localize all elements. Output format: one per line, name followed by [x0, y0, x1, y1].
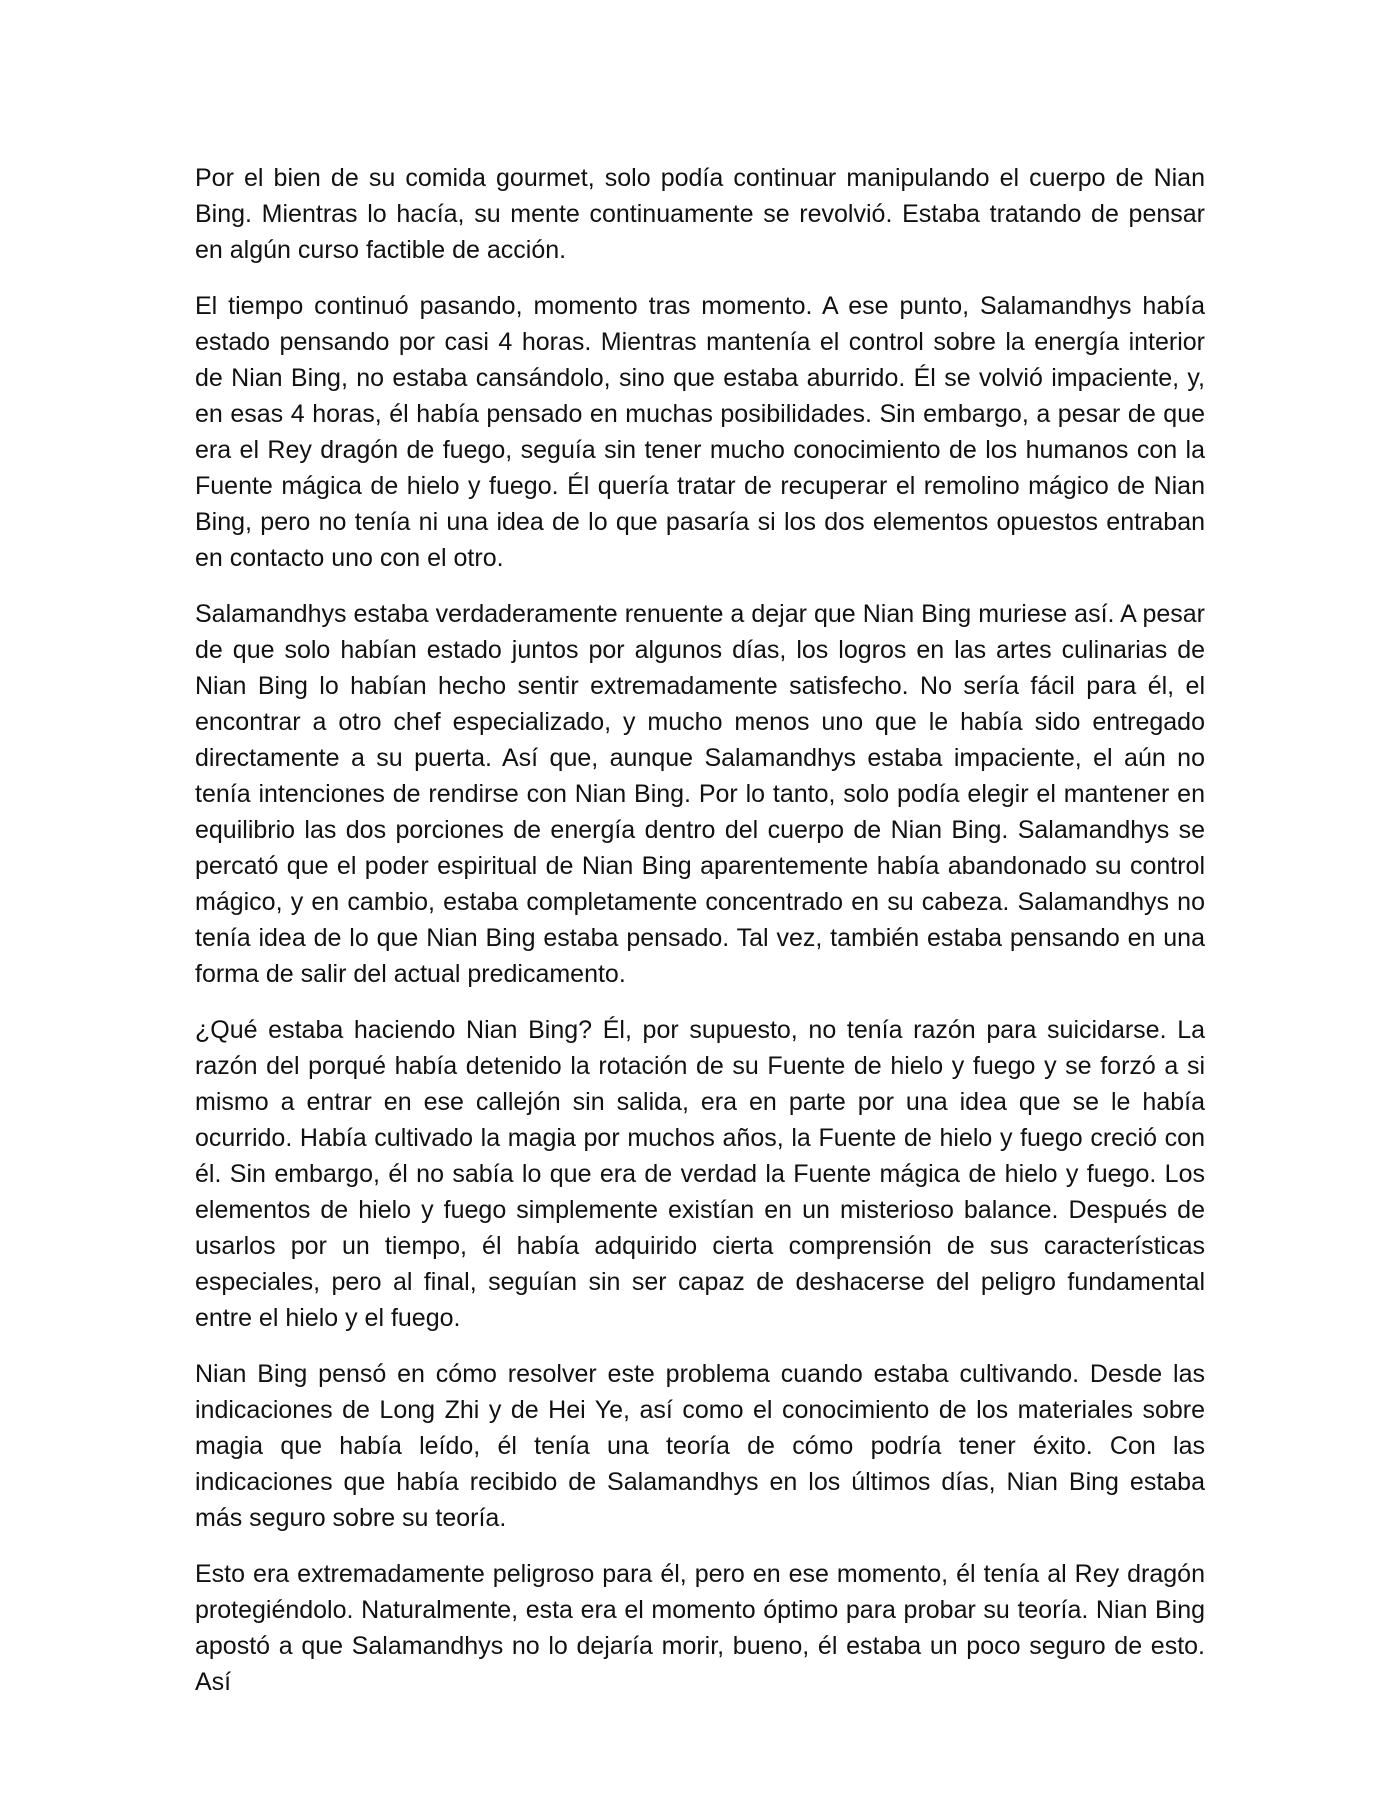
paragraph-3: Salamandhys estaba verdaderamente renuente a dejar que Nian Bing muriese así. A pesar de que solo habían estado juntos por algunos días, los logros en las artes culinarias de Nian Bing lo habían hecho sentir extremadamente satisfecho. No sería fácil para él, el encontrar a otro chef especializado, y mucho menos uno que le había sido entregado directamente a su puerta. Así que, aunque Salamandhys estaba impaciente, el aún no tenía intenciones de rendirse con Nian Bing. Por lo tanto, solo podía elegir el mantener en equilibrio las dos porciones de energía dentro del cuerpo de Nian Bing. Salamandhys se percató que el poder espiritual de Nian Bing aparentemente había abandonado su control mágico, y en cambio, estaba completamente concentrado en su cabeza. Salamandhys no tenía idea de lo que Nian Bing estaba pensado. Tal vez, también estaba pensando en una forma de salir del actual predicamento.	[195, 600, 1205, 988]
paragraph-1: Por el bien de su comida gourmet, solo podía continuar manipulando el cuerpo de Nian Bing. Mientras lo hacía, su mente continuamente se revolvió. Estaba tratando de pensar en algún curso factible de acción.	[195, 164, 1205, 264]
paragraph-5: Nian Bing pensó en cómo resolver este problema cuando estaba cultivando. Desde las indicaciones de Long Zhi y de Hei Ye, así como el conocimiento de los materiales sobre magia que había leído, él tenía una teoría de cómo podría tener éxito. Con las indicaciones que había recibido de Salamandhys en los últimos días, Nian Bing estaba más seguro sobre su teoría.	[195, 1360, 1205, 1532]
paragraph-6: Esto era extremadamente peligroso para él, pero en ese momento, él tenía al Rey dragón protegiéndolo. Naturalmente, esta era el momento óptimo para probar su teoría. Nian Bing apostó a que Salamandhys no lo dejaría morir, bueno, él estaba un poco seguro de esto. Así	[195, 1560, 1205, 1696]
body-text	[195, 160, 1205, 1720]
paragraph-4: ¿Qué estaba haciendo Nian Bing? Él, por supuesto, no tenía razón para suicidarse. La razón del porqué había detenido la rotación de su Fuente de hielo y fuego y se forzó a si mismo a entrar en ese callejón sin salida, era en parte por una idea que se le había ocurrido. Había cultivado la magia por muchos años, la Fuente de hielo y fuego creció con él. Sin embargo, él no sabía lo que era de verdad la Fuente mágica de hielo y fuego. Los elementos de hielo y fuego simplemente existían en un misterioso balance. Después de usarlos por un tiempo, él había adquirido cierta comprensión de sus características especiales, pero al final, seguían sin ser capaz de deshacerse del peligro fundamental entre el hielo y el fuego.	[195, 1016, 1205, 1332]
paragraph-2: El tiempo continuó pasando, momento tras momento. A ese punto, Salamandhys había estado pensando por casi 4 horas. Mientras mantenía el control sobre la energía interior de Nian Bing, no estaba cansándolo, sino que estaba aburrido. Él se volvió impaciente, y, en esas 4 horas, él había pensado en muchas posibilidades. Sin embargo, a pesar de que era el Rey dragón de fuego, seguía sin tener mucho conocimiento de los humanos con la Fuente mágica de hielo y fuego. Él quería tratar de recuperar el remolino mágico de Nian Bing, pero no tenía ni una idea de lo que pasaría si los dos elementos opuestos entraban en contacto uno con el otro.	[195, 292, 1205, 572]
